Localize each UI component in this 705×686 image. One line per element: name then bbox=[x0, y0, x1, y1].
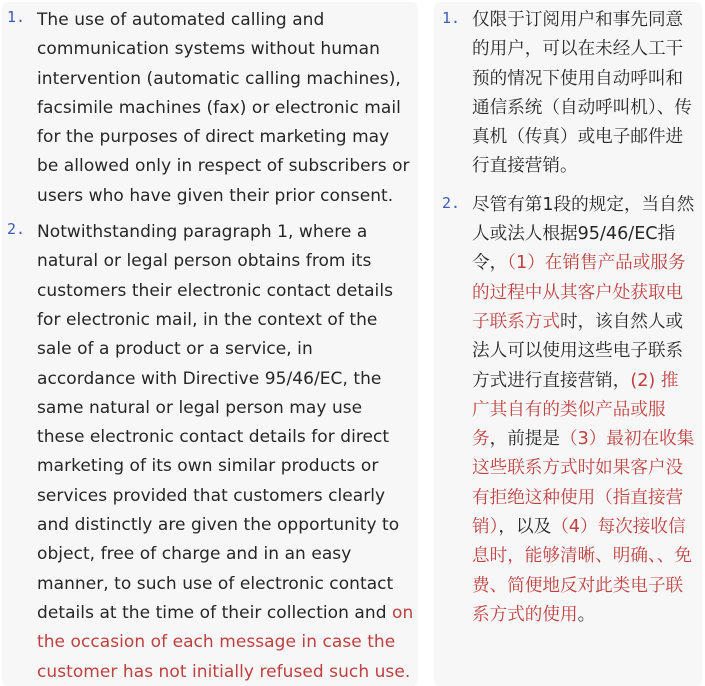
list-item bbox=[434, 6, 702, 182]
highlighted-text: on the occasion of each message in case the customer has not initially refused such use. bbox=[37, 602, 414, 682]
highlighted-text: （1）在销售产品或服务的过程中从其客户处获取电子联系方式 bbox=[472, 253, 686, 332]
text-segment: 时，该自然人或法人可以使用这些电子联系方式进行直接营销， bbox=[472, 311, 684, 391]
list-item-text bbox=[472, 191, 696, 630]
list-item bbox=[2, 218, 418, 686]
highlighted-text: （4）每次接收信息时，能够清晰、明确、、免费、简便地反对此类电子联系方式的使用 bbox=[472, 517, 692, 625]
list-item-number: 2. bbox=[442, 193, 461, 212]
list-item-text: The use of automated calling and communication systems without human intervention (automatic calling machines), facsimile machines (fax) or electronic mail for the purposes of direct marketing may be allowed only in respect of subscribers or users who have given their prior consent. bbox=[37, 10, 410, 206]
english-text-panel bbox=[2, 2, 418, 686]
text-segment: ，以及 bbox=[498, 517, 552, 538]
list-item-number: 1. bbox=[7, 8, 26, 26]
list-item-text bbox=[37, 218, 414, 686]
list-item bbox=[2, 6, 418, 211]
list-item-number: 2. bbox=[7, 220, 26, 239]
highlighted-text: (2) 推广其自有的类似产品或服务 bbox=[472, 370, 679, 450]
text-segment: 。 bbox=[577, 604, 596, 625]
list-item-text: 仅限于订阅用户和事先同意的用户，可以在未经人工干预的情况下使用自动呼叫和通信系统（自动呼叫机）、传真机（传真）或电子邮件进行直接营销。 bbox=[472, 10, 692, 177]
list-item-plain-text: Notwithstanding paragraph 1, where a natural or legal person obtains from its customers their electronic contact details for electronic mail, in the context of the sale of a product or a service, in accordance with Directive 95/46/EC, the same natural or legal person may use these electronic contact details for direct marketing of its own similar products or services provided that customers clearly and distinctly are given the opportunity to object, free of charge and in an easy manner, to such use of electronic contact details at the time of their collection and bbox=[37, 222, 400, 623]
list-item bbox=[434, 191, 702, 630]
text-segment: 尽管有第1段的规定，当自然人或法人根据95/46/EC指令， bbox=[472, 194, 695, 274]
list-item-number: 1. bbox=[442, 9, 461, 27]
highlighted-text: （3）最初在收集这些联系方式时如果客户没有拒绝这种使用（指直接营销） bbox=[472, 429, 695, 538]
text-segment: ，前提是 bbox=[489, 429, 560, 450]
chinese-text-panel bbox=[434, 2, 702, 686]
